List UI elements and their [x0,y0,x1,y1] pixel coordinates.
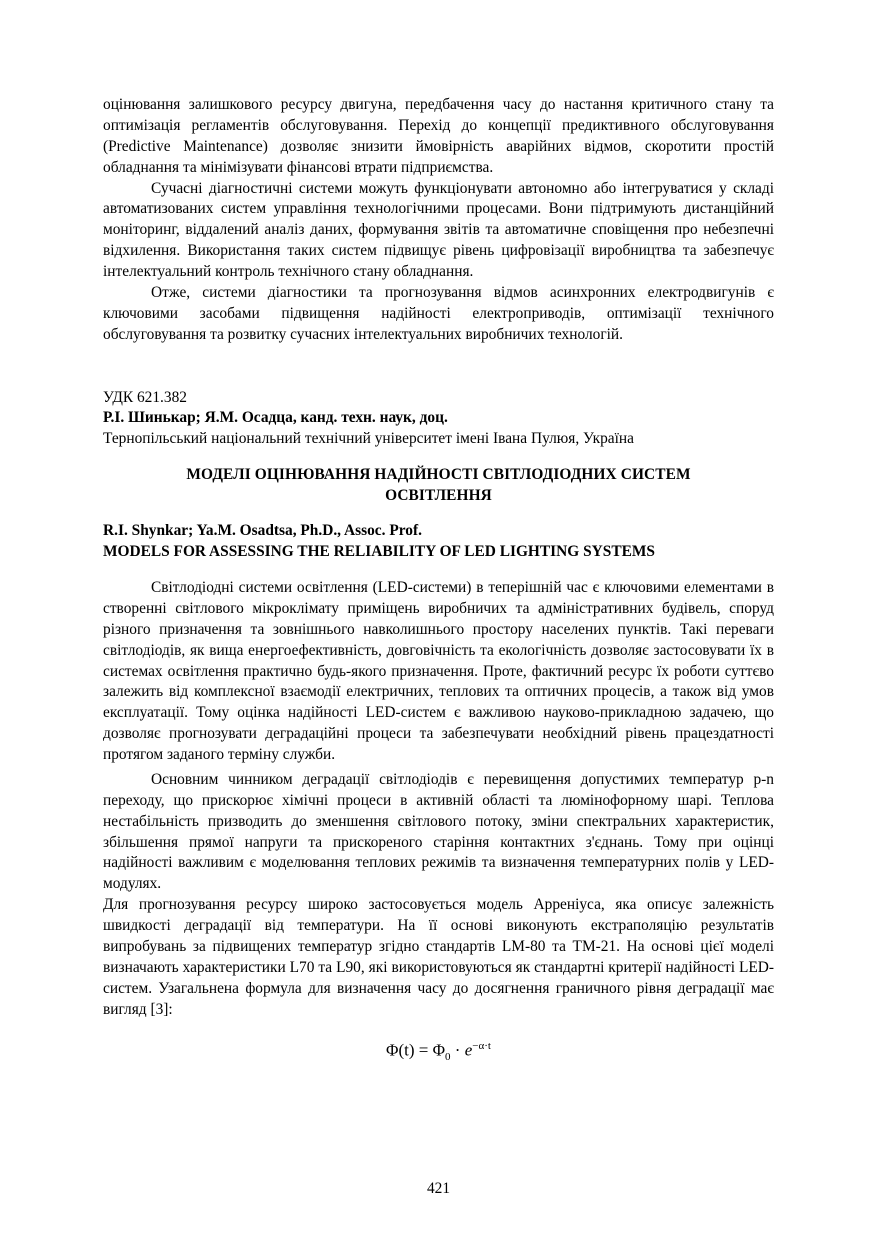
body-paragraph-1: оцінювання залишкового ресурсу двигуна, передбачення часу до настання критичного стану та оптимізація регламентів обслуговування. Перехід до концепції предиктивного обслуговування (Predictive Maintenance) дозволяє знизити ймовірність аварійних відмов, скоротити простій обладнання та мінімізувати фінансові втрати підприємства. [103,96,774,176]
degradation-formula [103,1020,774,1063]
affiliation-uk: Тернопільський національний технічний університет імені Івана Пулюя, Україна [103,430,634,448]
article-title-uk-line1: МОДЕЛІ ОЦІНЮВАННЯ НАДІЙНОСТІ СВІТЛОДІОДНИХ СИСТЕМ [186,465,691,483]
formula-exponent: −α·t [472,1040,491,1053]
title-spacer-mid [103,506,774,521]
article-paragraph-1: Світлодіодні системи освітлення (LED-системи) в теперішній час є ключовими елементами в створенні світлового мікроклімату приміщень виробничих та адміністративних будівель, споруд різного призначення та зовнішнього навколишнього простору населених пунктів. Такі переваги світлодіодів, як вища енергоефективність, довговічність та екологічність дозволяє застосовувати їх в системах освітлення практично будь-якого призначення. Проте, фактичний ресурс їх роботи суттєво залежить від комплексної взаємодії електричних, теплових та оптичних процесів, а також від умов експлуатації. Тому оцінка надійності LED-систем є важливою науково-прикладною задачею, що дозволяє прогнозувати деградаційні процеси та забезпечувати необхідний рівень працездатності протягом заданого терміну служби. [103,579,774,764]
page-number: 421 [426,1180,451,1197]
article-title-en: MODELS FOR ASSESSING THE RELIABILITY OF LED LIGHTING SYSTEMS [103,543,655,561]
formula-lhs: Φ(t) = [386,1041,433,1061]
formula-dot: · [450,1041,465,1061]
title-spacer-bottom [103,563,774,578]
formula-exp-base: e [464,1041,473,1061]
body-paragraph-2: Сучасні діагностичні системи можуть функціонувати автономно або інтегруватися у складі автоматизованих систем управління технологічними процесами. Вони підтримують дистанційний моніторинг, віддалений аналіз даних, формування звітів та автоматичне сповіщення про небезпечні відхилення. Використання таких систем підвищує рівень цифровізації виробництва та забезпечує інтелектуальний контроль технічного стану обладнання. [103,179,774,280]
authors-en: R.I. Shynkar; Ya.M. Osadtsa, Ph.D., Assoc. Prof. [103,522,422,540]
udc-code: УДК 621.382 [103,388,187,406]
formula-phi-zero-subscript: 0 [445,1051,451,1064]
title-spacer-top [103,450,774,465]
section-spacer [103,346,774,388]
body-paragraph-3: Отже, системи діагностики та прогнозування відмов асинхронних електродвигунів є ключовими засобами підвищення надійності електроприводів, оптимізації технічного обслуговування та розвитку сучасних інтелектуальних виробничих технологій. [103,283,774,343]
authors-uk: Р.І. Шинькар; Я.М. Осадца, канд. техн. наук, доц. [103,409,448,427]
article-paragraph-3: Для прогнозування ресурсу широко застосовується модель Арреніуса, яка описує залежність швидкості деградації від температури. На її основі виконують екстраполяцію результатів випробувань за підвищених температур згідно стандартів LM-80 та TM-21. На основі цієї моделі визначають характеристики L70 та L90, які використовуються як стандартні критерії надійності LED-систем. Узагальнена формула для визначення часу до досягнення граничного рівня деградації має вигляд [3]: [103,896,774,1018]
article-title-uk-line2: ОСВІТЛЕННЯ [385,486,492,504]
formula-phi-zero: Φ [432,1041,446,1061]
article-paragraph-2: Основним чинником деградації світлодіодів є перевищення допустимих температур p-n переходу, що прискорює хімічні процеси в активній області та люмінофорному шарі. Теплова нестабільність призводить до зменшення світлового потоку, зміни спектральних характеристик, збільшення прямої напруги та прискореного старіння контактних з'єднань. Тому при оцінці надійності важливим є моделювання теплових режимів та визначення температурних полів у LED-модулях. [103,770,774,893]
